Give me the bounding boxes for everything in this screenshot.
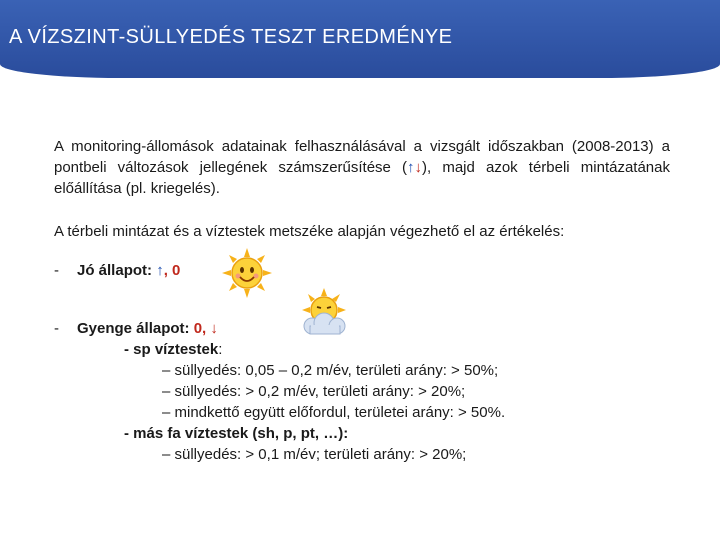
intro-text-after: ), majd azok térbeli mintázatának előállítása (pl. kriegelés). [54, 159, 670, 197]
intro-text-before: A monitoring-állomások adatainak felhasználásával a vizsgált időszakban (2008-2013) a pontbeli változások jellegének számszerűsítése ( [54, 138, 670, 176]
page-title: A VÍZSZINT-SÜLLYEDÉS TESZT EREDMÉNYE [9, 26, 453, 48]
arrow-down-icon: ↓ [414, 159, 423, 176]
list-item: – süllyedés: > 0,2 m/év, területi arány: > 20%; [162, 383, 466, 400]
good-state-text: Jó állapot: [77, 262, 157, 279]
title-banner [0, 0, 720, 78]
weak-state-item [54, 318, 670, 465]
sad-sun-cloud-icon [298, 288, 354, 338]
list-item: – süllyedés: > 0,1 m/év; területi arány: > 20%; [162, 446, 467, 463]
slide-content [54, 136, 670, 465]
bullet-dash: - [54, 320, 59, 337]
happy-sun-icon [222, 248, 272, 298]
good-state-item [54, 260, 670, 284]
sp-water-bodies-heading [54, 339, 670, 360]
intro-paragraph [54, 136, 670, 199]
weak-state-text: Gyenge állapot: [77, 320, 194, 337]
zero-value: , 0 [163, 262, 181, 279]
sp-label: - sp víztestek [124, 341, 219, 358]
good-state-label [77, 260, 180, 281]
weak-state-label [77, 318, 218, 339]
arrow-up-icon: ↑ [407, 159, 415, 176]
arrow-down-icon: ↓ [210, 320, 218, 337]
arrow-up-icon: ↑ [156, 262, 164, 279]
bullet-dash: - [54, 262, 59, 279]
assessment-paragraph: A térbeli mintázat és a víztestek metszéke alapján végezhető el az értékelés: [54, 223, 565, 240]
sp-colon: : [218, 341, 223, 358]
list-item: – süllyedés: 0,05 – 0,2 m/év, területi arány: > 50%; [162, 362, 499, 379]
other-water-bodies-heading: - más fa víztestek (sh, p, pt, …): [124, 425, 349, 442]
zero-value: 0, [193, 320, 211, 337]
list-item: – mindkettő együtt előfordul, területei arány: > 50%. [162, 404, 506, 421]
